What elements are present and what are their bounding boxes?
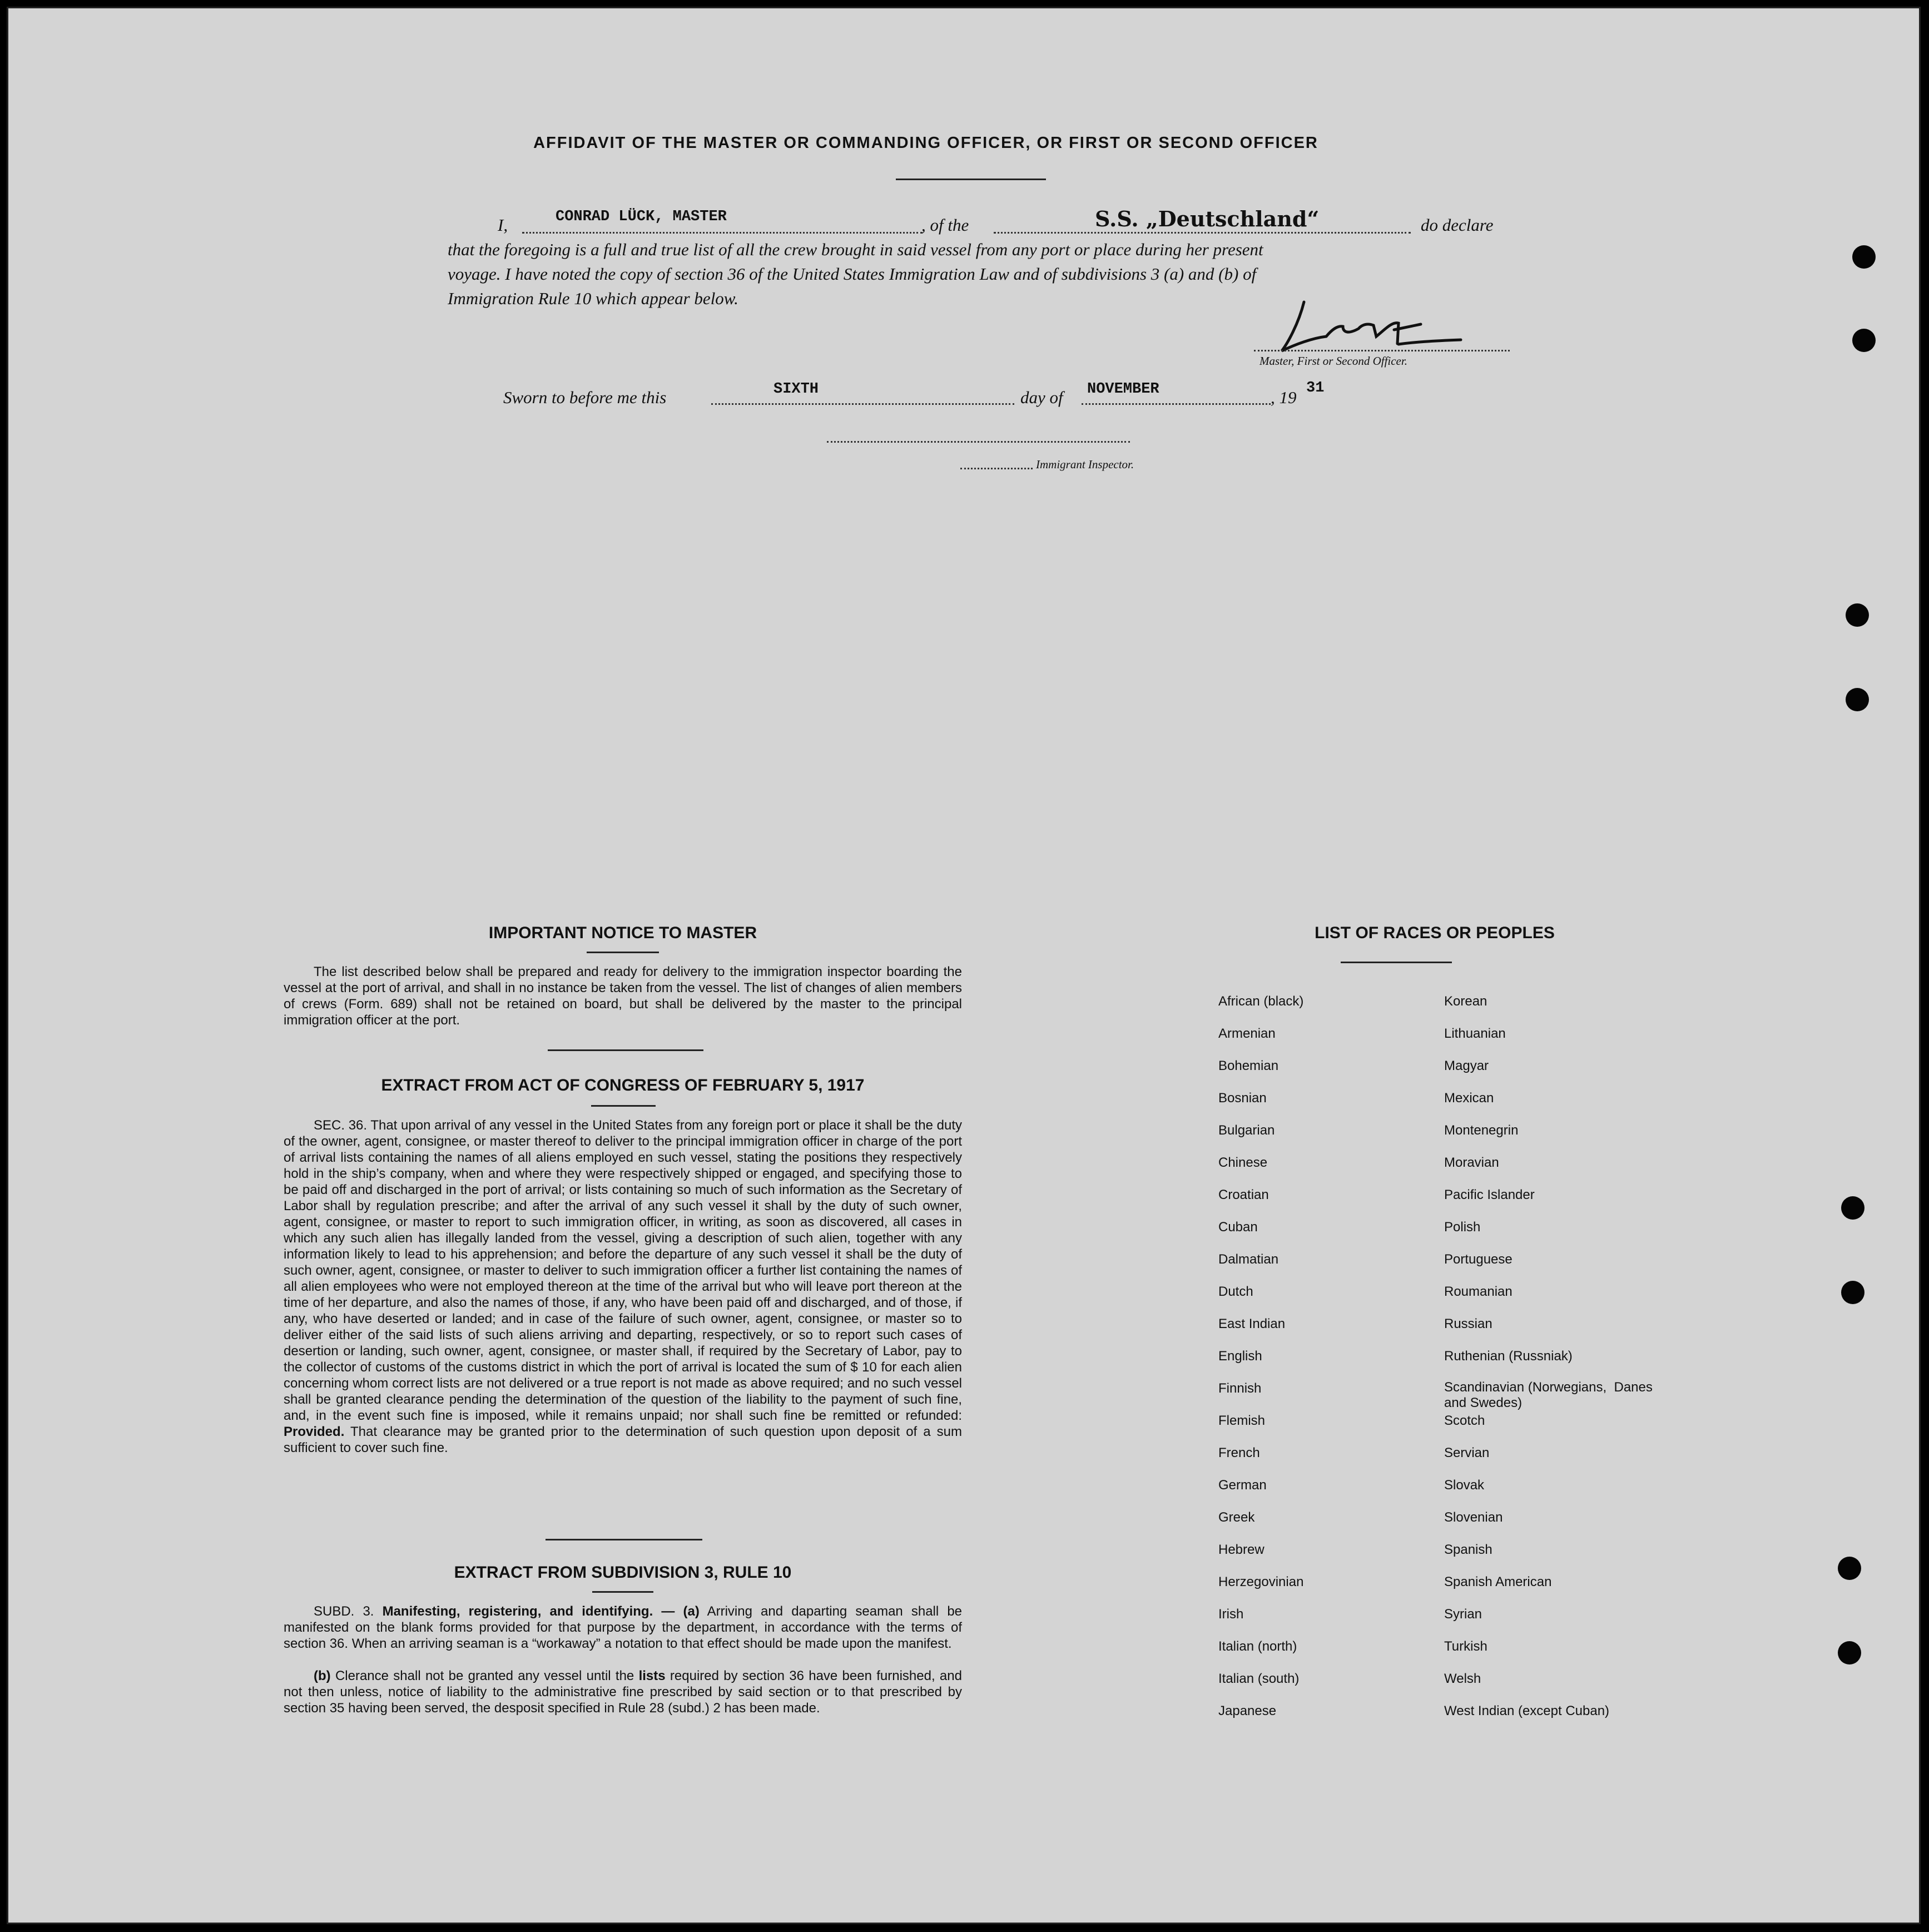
race-right-item: Mexican: [1444, 1091, 1494, 1106]
binder-hole: [1852, 329, 1876, 352]
race-left-item: Dalmatian: [1218, 1252, 1279, 1267]
race-left-item: Bohemian: [1218, 1058, 1279, 1073]
race-left-item: Flemish: [1218, 1413, 1266, 1428]
race-right-item: Scandinavian (Norwegians, Danes and Swedes): [1444, 1380, 1653, 1410]
binder-hole: [1838, 1557, 1861, 1580]
subd-heading: Manifesting, registering, and identifying.: [382, 1604, 653, 1619]
rule-subdivision-b: [284, 1668, 962, 1716]
inspector-caption-leader: [960, 468, 1033, 469]
race-left-item: French: [1218, 1445, 1260, 1460]
race-right-item: Russian: [1444, 1316, 1492, 1331]
race-right-item: Portuguese: [1444, 1252, 1513, 1267]
subd-lead: SUBD. 3.: [314, 1604, 374, 1619]
race-right-item: Lithuanian: [1444, 1026, 1506, 1041]
sworn-month-line: [1082, 403, 1271, 405]
affidavit-page: [7, 7, 1921, 1924]
act-extract-divider: [591, 1105, 656, 1107]
race-right-item: Turkish: [1444, 1639, 1487, 1654]
sworn-day-line: [711, 403, 1014, 405]
act-text-end: That clearance may be granted prior to the determination of such question upon deposit of a sum sufficient to cover such fine.: [284, 1424, 963, 1455]
declarant-name: CONRAD LÜCK, MASTER: [556, 209, 727, 225]
sworn-month: NOVEMBER: [1087, 381, 1159, 398]
title-divider: [896, 179, 1046, 180]
race-left-item: English: [1218, 1349, 1262, 1364]
race-left-item: Greek: [1218, 1510, 1255, 1525]
race-left-item: Japanese: [1218, 1703, 1277, 1718]
signature-line: [1254, 350, 1510, 351]
binder-hole: [1846, 603, 1869, 627]
inspector-caption: Immigrant Inspector.: [1036, 458, 1134, 471]
race-left-item: Croatian: [1218, 1187, 1269, 1202]
declaration-line-3: voyage. I have noted the copy of section 36 of the United States Immigration Law and of subdivisions 3 (a) and (b) of: [448, 264, 1257, 284]
master-signature: [1265, 291, 1465, 363]
notice-text: The list described below shall be prepared and ready for delivery to the immigration inspector boarding the vessel at the port of arrival, and shall in no instance be taken from the vessel. The list of changes of alien members of crews (Form. 689) shall not be retained on board, but shall be delivered by the master to the principal immigration officer at the port.: [284, 964, 962, 1028]
notice-bottom-divider: [548, 1049, 703, 1051]
race-left-item: Italian (south): [1218, 1671, 1300, 1686]
subd-b-text-1: Clerance shall not be granted any vessel until the: [335, 1668, 634, 1683]
declaration-line-2: that the foregoing is a full and true list of all the crew brought in said vessel from any port or place during her present: [448, 240, 1263, 259]
race-right-item: Servian: [1444, 1445, 1490, 1460]
race-right-item: Ruthenian (Russniak): [1444, 1349, 1573, 1364]
race-left-item: Bulgarian: [1218, 1123, 1275, 1138]
race-left-item: Finnish: [1218, 1381, 1262, 1396]
sworn-day: SIXTH: [773, 381, 819, 398]
race-right-item: Roumanian: [1444, 1284, 1513, 1299]
race-left-item: Dutch: [1218, 1284, 1253, 1299]
race-right-item: Moravian: [1444, 1155, 1499, 1170]
notice-title: IMPORTANT NOTICE TO MASTER: [488, 924, 757, 942]
binder-hole: [1841, 1196, 1864, 1220]
act-text-main: SEC. 36. That upon arrival of any vessel in the United States from any foreign port or place it shall be the duty of the owner, agent, consignee, or master thereof to deliver to the principal immigration officer in charge of the port of arrival lists containing the names of all aliens employed en such vessel, stating the positions they respectively hold in the ship’s company, when and where they were respectively shipped or engaged, and specifying those to be paid off and discharged in the port of arrival; or lists containing so much of such information as the Secretary of Labor shall by regulation prescribe; and after the arrival of any such vessel it shall by the duty of such owner, agent, consignee, or master to report to such immigration officer, in writing, as soon as discovered, all cases in which any such alien has illegally landed from the vessel, giving a description of such alien, together with any information likely to lead to his apprehension; and before the departure of any such vessel it shall be the duty of such owner, agent, consignee, or master to deliver to such immigration officer a further list containing the names of all alien employees who were not employed thereon at the time of the arrival but who will leave port thereon at the time of her departure, and also the names of those, if any, who have been paid off and discharged, and of those, if any, who have deserted or landed; and in case of the failure of such owner, agent, consignee, or master so to deliver either of the said lists of such aliens arriving and departing, respectively, or so to report such cases of desertion or landing, such owner, agent, consignee, or master shall, if required by the Secretary of Labor, pay to the collector of customs of the customs district in which the port of arrival is located the sum of $ 10 for each alien concerning whom correct lists are not delivered or a true report is not made as above required; and no such vessel shall be granted clearance pending the determination of the question of the liability to the payment of such fine, and, in the event such fine is imposed, while it remains unpaid; nor shall such fine be remitted or refunded:: [284, 1118, 962, 1423]
subd-b-text-2: required by section 36 have been furnished, and not then unless, notice of liability to the administrative fine prescribed by said section or to that prescribed by section 35 having been served, the desposit specified in Rule 28 (subd.) 2 has been made.: [284, 1668, 962, 1716]
of-the-label: , of the: [921, 215, 969, 235]
vessel-name: S.S. „Deutschland“: [1095, 206, 1320, 231]
race-left-item: Italian (north): [1218, 1639, 1297, 1654]
inspector-signature-line: [827, 441, 1130, 443]
act-provided: Provided.: [284, 1424, 345, 1439]
act-extract-title: EXTRACT FROM ACT OF CONGRESS OF FEBRUARY 5, 1917: [381, 1076, 865, 1094]
race-right-item: Magyar: [1444, 1058, 1489, 1073]
declaration-line-4: Immigration Rule 10 which appear below.: [448, 289, 738, 308]
race-right-item: Montenegrin: [1444, 1123, 1519, 1138]
vessel-line: [994, 232, 1411, 234]
signature-caption: Master, First or Second Officer.: [1259, 354, 1407, 368]
rule-extract-title: EXTRACT FROM SUBDIVISION 3, RULE 10: [454, 1563, 792, 1582]
sworn-label: Sworn to before me this: [503, 388, 667, 407]
race-right-item: Korean: [1444, 994, 1487, 1009]
binder-hole: [1841, 1281, 1864, 1304]
rule-subdivision-a: [284, 1603, 962, 1652]
declaration-i-label: I,: [498, 215, 508, 235]
race-left-item: Bosnian: [1218, 1091, 1267, 1106]
race-left-item: Armenian: [1218, 1026, 1276, 1041]
race-right-item: Syrian: [1444, 1607, 1482, 1622]
binder-hole: [1846, 688, 1869, 711]
subd-b-mark: (b): [314, 1668, 331, 1683]
year-prefix: , 19: [1271, 388, 1297, 407]
subd-a-text: Arriving and daparting seaman shall be manifested on the blank forms provided for that purpose by the department, in accordance with the terms of section 36. When an arriving seaman is a “workaway” a notation to that effect should be made upon the manifest.: [284, 1604, 963, 1651]
subd-b-lists: lists: [638, 1668, 666, 1683]
race-right-item: Slovak: [1444, 1478, 1485, 1493]
race-right-item: Scotch: [1444, 1413, 1485, 1428]
affidavit-title: AFFIDAVIT OF THE MASTER OR COMMANDING OFFICER, OR FIRST OR SECOND OFFICER: [533, 134, 1318, 152]
act-section-36-text: [284, 1117, 962, 1456]
rule-extract-divider: [592, 1591, 653, 1593]
race-right-item: Spanish: [1444, 1542, 1492, 1557]
day-of-label: day of: [1020, 388, 1063, 407]
subd-a-mark: — (a): [661, 1604, 700, 1619]
race-left-item: African (black): [1218, 994, 1304, 1009]
race-left-item: German: [1218, 1478, 1267, 1493]
race-right-item: Polish: [1444, 1220, 1481, 1235]
race-right-item: Welsh: [1444, 1671, 1481, 1686]
race-left-item: Irish: [1218, 1607, 1244, 1622]
race-right-item: Slovenian: [1444, 1510, 1503, 1525]
binder-hole: [1838, 1641, 1861, 1665]
notice-divider: [587, 952, 659, 953]
race-right-item: Spanish American: [1444, 1574, 1552, 1589]
declarant-line: [522, 232, 923, 234]
binder-hole: [1852, 245, 1876, 269]
race-left-item: Cuban: [1218, 1220, 1258, 1235]
act-bottom-divider: [546, 1539, 702, 1540]
race-right-item: Pacific Islander: [1444, 1187, 1535, 1202]
races-title: LIST OF RACES OR PEOPLES: [1315, 924, 1555, 942]
race-left-item: East Indian: [1218, 1316, 1286, 1331]
race-left-item: Herzegovinian: [1218, 1574, 1304, 1589]
do-declare-label: do declare: [1421, 215, 1494, 235]
races-divider: [1341, 962, 1452, 963]
race-right-item: West Indian (except Cuban): [1444, 1703, 1610, 1718]
race-left-item: Hebrew: [1218, 1542, 1264, 1557]
race-left-item: Chinese: [1218, 1155, 1268, 1170]
year-suffix: 31: [1306, 380, 1325, 397]
